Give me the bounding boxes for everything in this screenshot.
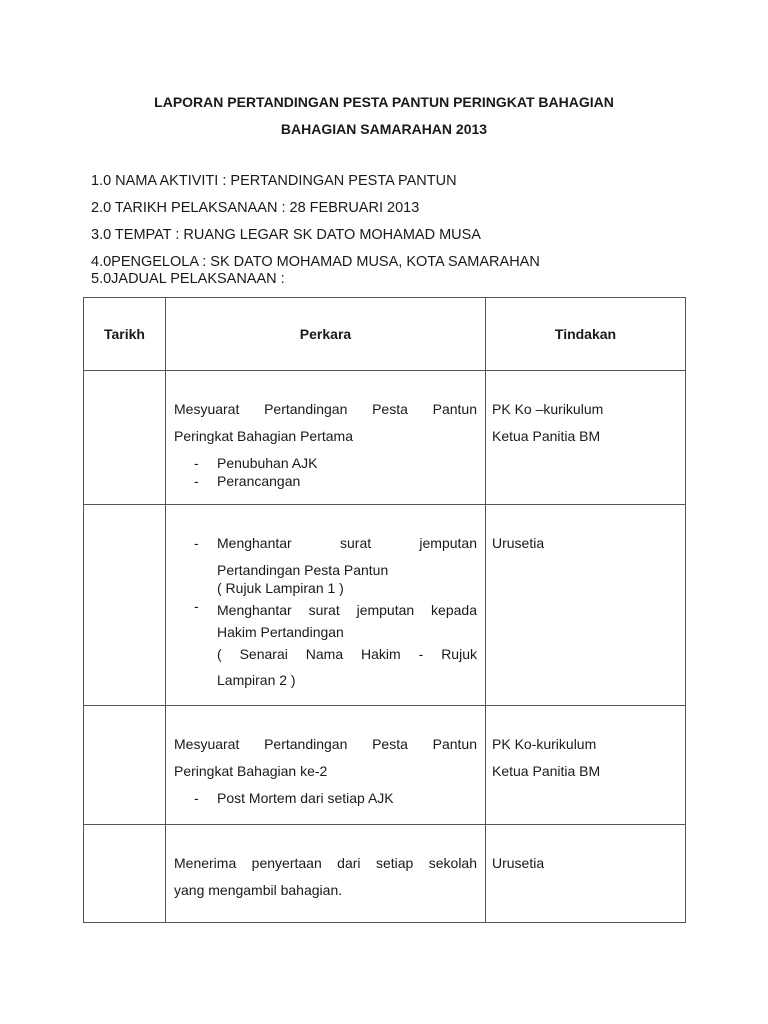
- cell-tindakan: [486, 371, 686, 505]
- info-organizer: 4.0PENGELOLA : SK DATO MOHAMAD MUSA, KOTA SAMARAHAN: [91, 254, 540, 270]
- cell-perkara: [166, 505, 486, 706]
- cell-tindakan: [486, 505, 686, 706]
- table-header-row: [84, 298, 686, 371]
- list-item: - Perancangan: [194, 473, 301, 489]
- perkara-text: Mesyuarat Pertandingan Pesta Pantun: [174, 736, 477, 752]
- perkara-list: [174, 454, 477, 490]
- cell-perkara: [166, 706, 486, 825]
- tindakan-text: PK Ko-kurikulum: [492, 736, 597, 752]
- header-tarikh: Tarikh: [84, 298, 166, 371]
- perkara-list: [174, 785, 477, 812]
- perkara-list: [174, 530, 477, 693]
- header-perkara: Perkara: [166, 298, 486, 371]
- tindakan-text: PK Ko –kurikulum: [492, 401, 604, 417]
- schedule-table: [83, 297, 686, 923]
- table-row: [84, 706, 686, 825]
- perkara-text: Peringkat Bahagian Pertama: [174, 428, 353, 444]
- cell-tindakan: [486, 706, 686, 825]
- cell-tarikh: [84, 706, 166, 825]
- tindakan-text: Ketua Panitia BM: [492, 763, 601, 779]
- list-item: - Menghantar surat jemputan kepada Hakim Pertandingan ( Senarai Nama Hakim - Rujuk Lampiran 2 ): [194, 598, 477, 688]
- cell-tindakan: [486, 825, 686, 923]
- cell-tarikh: [84, 825, 166, 923]
- list-item: - Penubuhan AJK: [194, 455, 318, 471]
- cell-tarikh: [84, 371, 166, 505]
- list-item: - Menghantar surat jemputan Pertandingan Pesta Pantun ( Rujuk Lampiran 1 ): [194, 535, 477, 596]
- perkara-text: Peringkat Bahagian ke-2: [174, 763, 328, 779]
- header-tindakan: Tindakan: [486, 298, 686, 371]
- report-title-line2: BAHAGIAN SAMARAHAN 2013: [280, 121, 488, 137]
- table-row: [84, 505, 686, 706]
- tindakan-text: Urusetia: [492, 855, 545, 871]
- tindakan-text: Ketua Panitia BM: [492, 428, 601, 444]
- perkara-text: Menerima penyertaan dari setiap sekolah: [174, 855, 477, 871]
- perkara-text: Mesyuarat Pertandingan Pesta Pantun: [174, 401, 477, 417]
- list-item: - Post Mortem dari setiap AJK: [194, 790, 394, 806]
- cell-tarikh: [84, 505, 166, 706]
- report-title-line1: LAPORAN PERTANDINGAN PESTA PANTUN PERINGKAT BAHAGIAN: [154, 94, 614, 110]
- table-row: [84, 371, 686, 505]
- info-venue: 3.0 TEMPAT : RUANG LEGAR SK DATO MOHAMAD MUSA: [91, 227, 481, 243]
- info-schedule-heading: 5.0JADUAL PELAKSANAAN :: [91, 271, 285, 287]
- info-date: 2.0 TARIKH PELAKSANAAN : 28 FEBRUARI 2013: [91, 200, 420, 216]
- table-row: [84, 825, 686, 923]
- tindakan-text: Urusetia: [492, 535, 545, 551]
- cell-perkara: [166, 825, 486, 923]
- info-activity-name: 1.0 NAMA AKTIVITI : PERTANDINGAN PESTA PANTUN: [91, 173, 457, 189]
- perkara-text: yang mengambil bahagian.: [174, 882, 343, 898]
- cell-perkara: [166, 371, 486, 505]
